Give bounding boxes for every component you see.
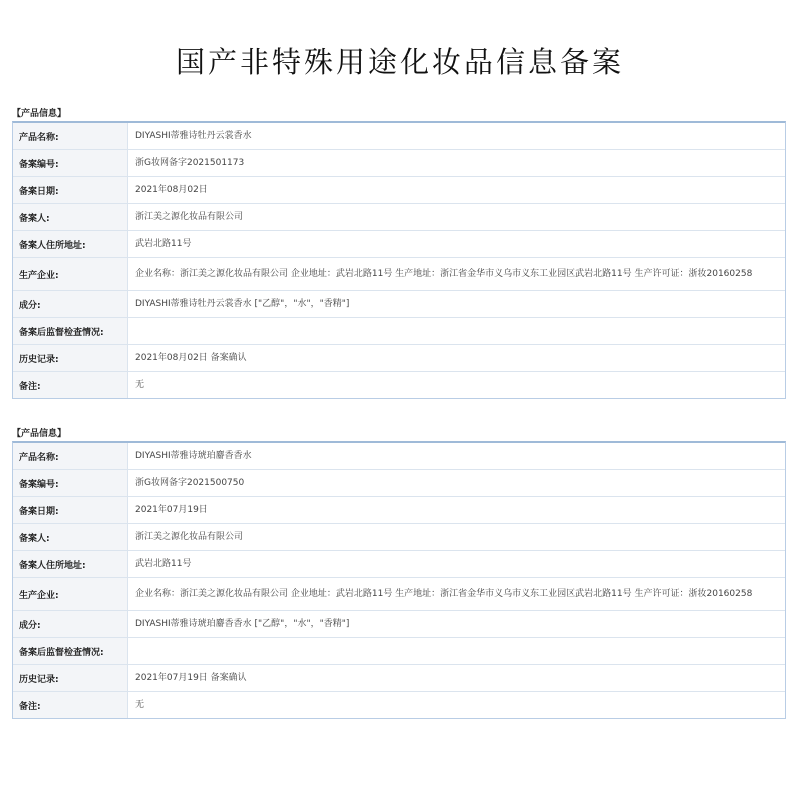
- key-remarks: 备注:: [13, 372, 128, 398]
- row-product-name: [13, 443, 785, 470]
- value-registrant-address: 武岩北路11号: [135, 238, 192, 249]
- row-history: [13, 345, 785, 372]
- row-record-no: [13, 470, 785, 497]
- row-registrant-address: [13, 551, 785, 578]
- row-remarks: [13, 372, 785, 398]
- product-info-table: [12, 441, 786, 719]
- value-product-name: DIYASHI蒂雅诗琥珀麝香香水: [135, 450, 252, 461]
- row-product-name: [13, 123, 785, 150]
- key-product-name: 产品名称:: [13, 443, 128, 469]
- key-ingredients: 成分:: [13, 611, 128, 637]
- value-record-no: 浙G妆网备字2021500750: [135, 477, 245, 488]
- key-registrant: 备案人:: [13, 524, 128, 550]
- row-record-date: [13, 177, 785, 204]
- value-manufacturer: 企业名称：浙江美之源化妆品有限公司 企业地址：武岩北路11号 生产地址：浙江省金华市义乌市义东工业园区武岩北路11号 生产许可证：浙妆20160258: [135, 588, 753, 599]
- row-registrant: [13, 524, 785, 551]
- key-registrant-address: 备案人住所地址:: [13, 551, 128, 577]
- key-manufacturer: 生产企业:: [13, 578, 128, 610]
- key-registrant-address: 备案人住所地址:: [13, 231, 128, 257]
- key-record-date: 备案日期:: [13, 177, 128, 203]
- value-product-name: DIYASHI蒂雅诗牡丹云裳香水: [135, 130, 252, 141]
- row-registrant: [13, 204, 785, 231]
- key-post-inspection: 备案后监督检查情况:: [13, 318, 128, 344]
- page-title: 国产非特殊用途化妆品信息备案: [175, 45, 624, 79]
- row-post-inspection: [13, 318, 785, 345]
- value-record-no: 浙G妆网备字2021501173: [135, 157, 245, 168]
- product-info-section-1: [12, 108, 786, 399]
- value-record-date: 2021年08月02日: [135, 184, 208, 195]
- value-manufacturer: 企业名称：浙江美之源化妆品有限公司 企业地址：武岩北路11号 生产地址：浙江省金华市义乌市义东工业园区武岩北路11号 生产许可证：浙妆20160258: [135, 268, 753, 279]
- row-registrant-address: [13, 231, 785, 258]
- key-record-no: 备案编号:: [13, 470, 128, 496]
- value-ingredients: DIYASHI蒂雅诗牡丹云裳香水 ["乙醇"，"水"，"香精"]: [135, 298, 350, 309]
- value-history: 2021年08月02日 备案确认: [135, 352, 247, 363]
- key-ingredients: 成分:: [13, 291, 128, 317]
- row-ingredients: [13, 611, 785, 638]
- key-record-no: 备案编号:: [13, 150, 128, 176]
- value-record-date: 2021年07月19日: [135, 504, 208, 515]
- row-remarks: [13, 692, 785, 718]
- key-history: 历史记录:: [13, 665, 128, 691]
- section-label: 【产品信息】: [12, 429, 67, 439]
- row-manufacturer: [13, 258, 785, 291]
- key-product-name: 产品名称:: [13, 123, 128, 149]
- value-post-inspection: [128, 638, 785, 664]
- value-ingredients: DIYASHI蒂雅诗琥珀麝香香水 ["乙醇"，"水"，"香精"]: [135, 618, 350, 629]
- value-registrant: 浙江美之源化妆品有限公司: [135, 531, 244, 542]
- key-history: 历史记录:: [13, 345, 128, 371]
- value-remarks: 无: [135, 379, 145, 390]
- key-manufacturer: 生产企业:: [13, 258, 128, 290]
- section-label: 【产品信息】: [12, 109, 67, 119]
- value-registrant: 浙江美之源化妆品有限公司: [135, 211, 244, 222]
- row-post-inspection: [13, 638, 785, 665]
- value-history: 2021年07月19日 备案确认: [135, 672, 247, 683]
- product-info-section-2: [12, 428, 786, 719]
- row-manufacturer: [13, 578, 785, 611]
- row-ingredients: [13, 291, 785, 318]
- row-record-no: [13, 150, 785, 177]
- key-post-inspection: 备案后监督检查情况:: [13, 638, 128, 664]
- value-remarks: 无: [135, 699, 145, 710]
- key-record-date: 备案日期:: [13, 497, 128, 523]
- row-record-date: [13, 497, 785, 524]
- key-remarks: 备注:: [13, 692, 128, 718]
- key-registrant: 备案人:: [13, 204, 128, 230]
- product-info-table: [12, 121, 786, 399]
- row-history: [13, 665, 785, 692]
- value-registrant-address: 武岩北路11号: [135, 558, 192, 569]
- value-post-inspection: [128, 318, 785, 344]
